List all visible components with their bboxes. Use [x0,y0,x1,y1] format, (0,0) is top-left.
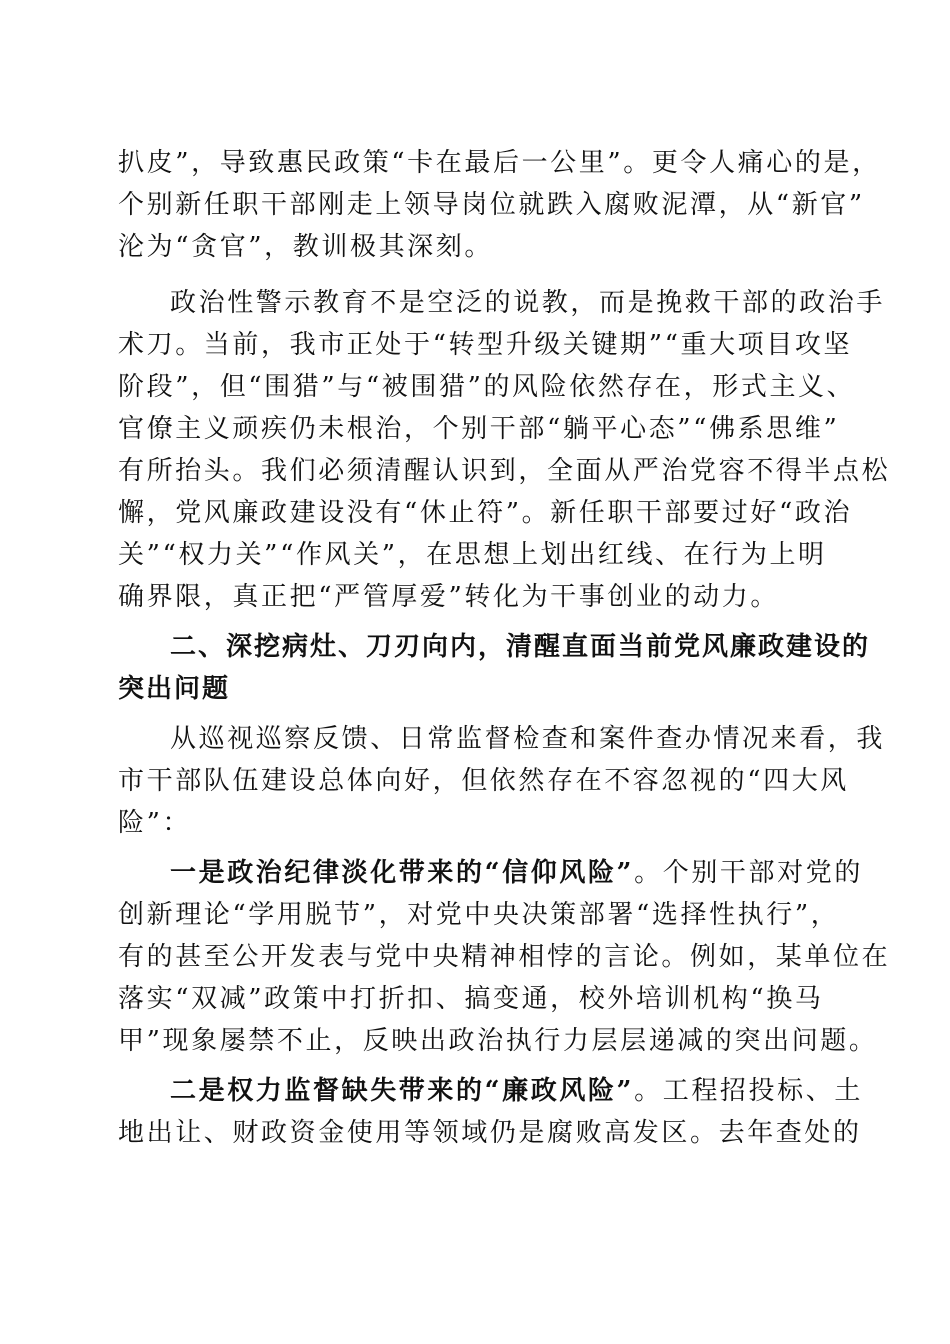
text-line: 有所抬头。我们必须清醒认识到，全面从严治党容不得半点松 [118,456,891,486]
text-line: 确界限，真正把“严管厚爱”转化为干事创业的动力。 [118,582,779,612]
section-heading: 二、深挖病灶、刀刃向内，清醒直面当前党风廉政建设的 [170,632,871,662]
lead-phrase: 一是政治纪律淡化带来的“信仰风险” [170,858,635,888]
text-line: 沦为“贪官”，教训极其深刻。 [118,232,493,262]
lead-phrase: 二是权力监督缺失带来的“廉政风险” [170,1076,635,1106]
paragraph-start-line [118,1070,863,1112]
document-page [118,142,891,1154]
text-line: 术刀。当前，我市正处于“转型升级关键期”“重大项目攻坚 [118,330,853,360]
section-heading-continued: 突出问题 [118,674,231,704]
paragraph-start-line [118,852,863,894]
paragraph-start-line: 政治性警示教育不是空泛的说教，而是挽救干部的政治手 [170,288,886,318]
text-line: 个别新任职干部刚走上领导岗位就跌入腐败泥潭，从“新官” [118,190,865,220]
text-line: 创新理论“学用脱节”，对党中央决策部署“选择性执行”， [118,900,840,930]
text-line: 地出让、财政资金使用等领域仍是腐败高发区。去年查处的 [118,1118,862,1148]
text-line: 阶段”，但“围猎”与“被围猎”的风险依然存在，形式主义、 [118,372,856,402]
text-line: 市干部队伍建设总体向好，但依然存在不容忽视的“四大风 [118,766,849,796]
text-span: 。个别干部对党的 [634,858,863,888]
text-line: 险”： [118,808,192,838]
text-line: 甲”现象屡禁不止，反映出政治执行力层层递减的突出问题。 [118,1026,878,1056]
text-line: 官僚主义顽疾仍未根治，个别干部“躺平心态”“佛系思维” [118,414,840,444]
text-line: 落实“双减”政策中打折扣、搞变通，校外培训机构“换马 [118,984,824,1014]
text-span: 。工程招投标、土 [634,1076,863,1106]
text-line: 懈，党风廉政建设没有“休止符”。新任职干部要过好“政治 [118,498,853,528]
paragraph-start-line: 从巡视巡察反馈、日常监督检查和案件查办情况来看，我 [170,724,886,754]
text-line: 扒皮”，导致惠民政策“卡在最后一公里”。更令人痛心的是， [118,148,881,178]
text-line: 有的甚至公开发表与党中央精神相悖的言论。例如，某单位在 [118,942,891,972]
text-line: 关”“权力关”“作风关”，在思想上划出红线、在行为上明 [118,540,827,570]
